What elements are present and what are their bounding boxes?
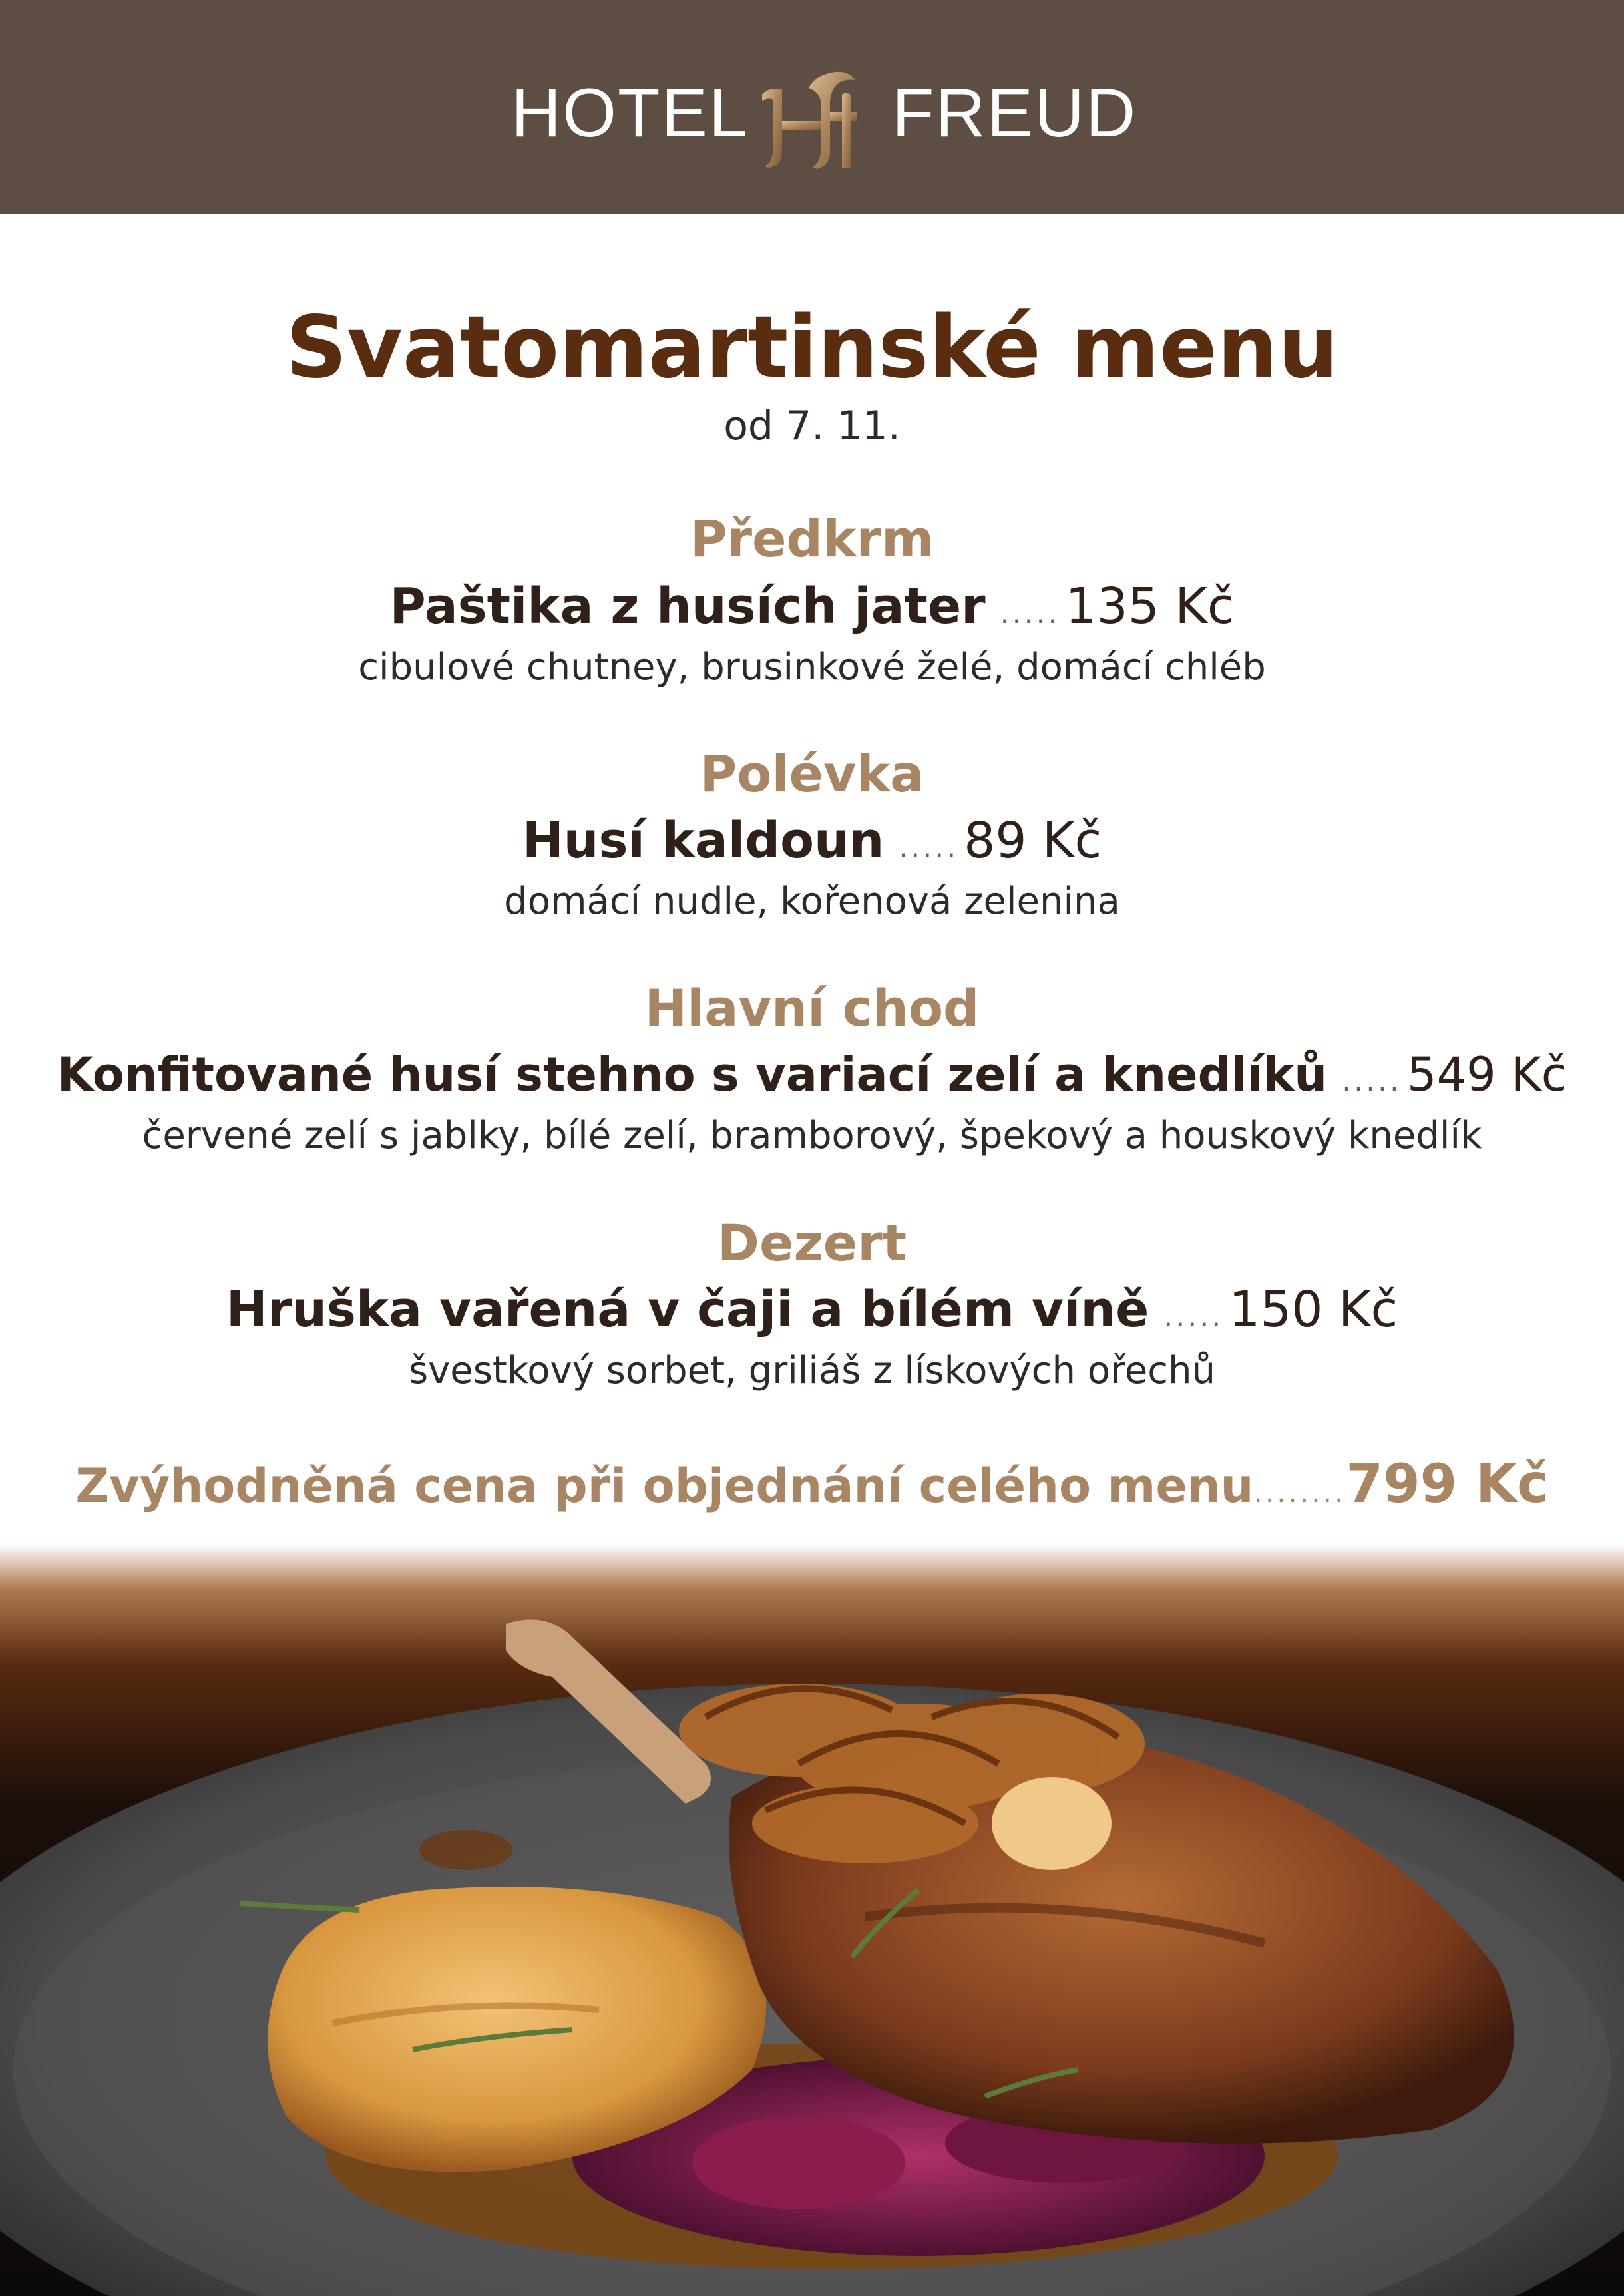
hotel-freud-logo xyxy=(742,48,875,181)
menu-item xyxy=(0,804,1624,877)
dish-description: švestkový sorbet, griliáš z lískových ořechů xyxy=(408,1349,1216,1392)
full-menu-offer xyxy=(0,1444,1624,1524)
dish-description: červené zelí s jablky, bílé zelí, bramborový, špekový a houskový knedlík xyxy=(142,1114,1482,1157)
dot-leader: ..... xyxy=(899,831,959,864)
goose-leg-dish-photo xyxy=(0,1544,1624,2296)
dish-price: 549 Kč xyxy=(1407,1048,1567,1102)
menu-date: od 7. 11. xyxy=(723,403,901,449)
course-category: Předkrm xyxy=(690,509,934,568)
dish-price: 135 Kč xyxy=(1065,578,1235,635)
dot-leader: ..... xyxy=(1000,596,1060,630)
dot-leader: ........ xyxy=(1253,1476,1346,1509)
offer-price: 799 Kč xyxy=(1346,1453,1549,1515)
dish-description: cibulové chutney, brusinkové želé, domácí chléb xyxy=(358,646,1266,689)
dish-name: Husí kaldoun xyxy=(522,812,885,869)
dish-price: 89 Kč xyxy=(964,812,1102,869)
dish-name: Paštika z husích jater xyxy=(389,578,986,635)
dish-name: Konfitované husí stehno s variací zelí a knedlíků xyxy=(57,1048,1328,1102)
menu-title: Svatomartinské menu xyxy=(286,298,1338,397)
offer-text: Zvýhodněná cena při objednání celého menu xyxy=(75,1459,1254,1513)
brand-name-right: FREUD xyxy=(892,75,1137,152)
menu-item xyxy=(0,1273,1624,1346)
brand-name-left: HOTEL xyxy=(511,75,749,152)
menu-item xyxy=(0,1038,1624,1111)
course-category: Polévka xyxy=(700,744,924,803)
menu-item xyxy=(0,570,1624,643)
course-category: Hlavní chod xyxy=(644,978,980,1038)
hotel-header-band xyxy=(0,0,1624,214)
dish-name: Hruška vařená v čaji a bílém víně xyxy=(226,1281,1149,1338)
course-category: Dezert xyxy=(717,1213,907,1272)
dish-price: 150 Kč xyxy=(1229,1281,1398,1338)
dot-leader: ..... xyxy=(1163,1300,1224,1334)
dish-description: domácí nudle, kořenová zelenina xyxy=(504,880,1120,923)
dot-leader: ..... xyxy=(1342,1064,1402,1098)
